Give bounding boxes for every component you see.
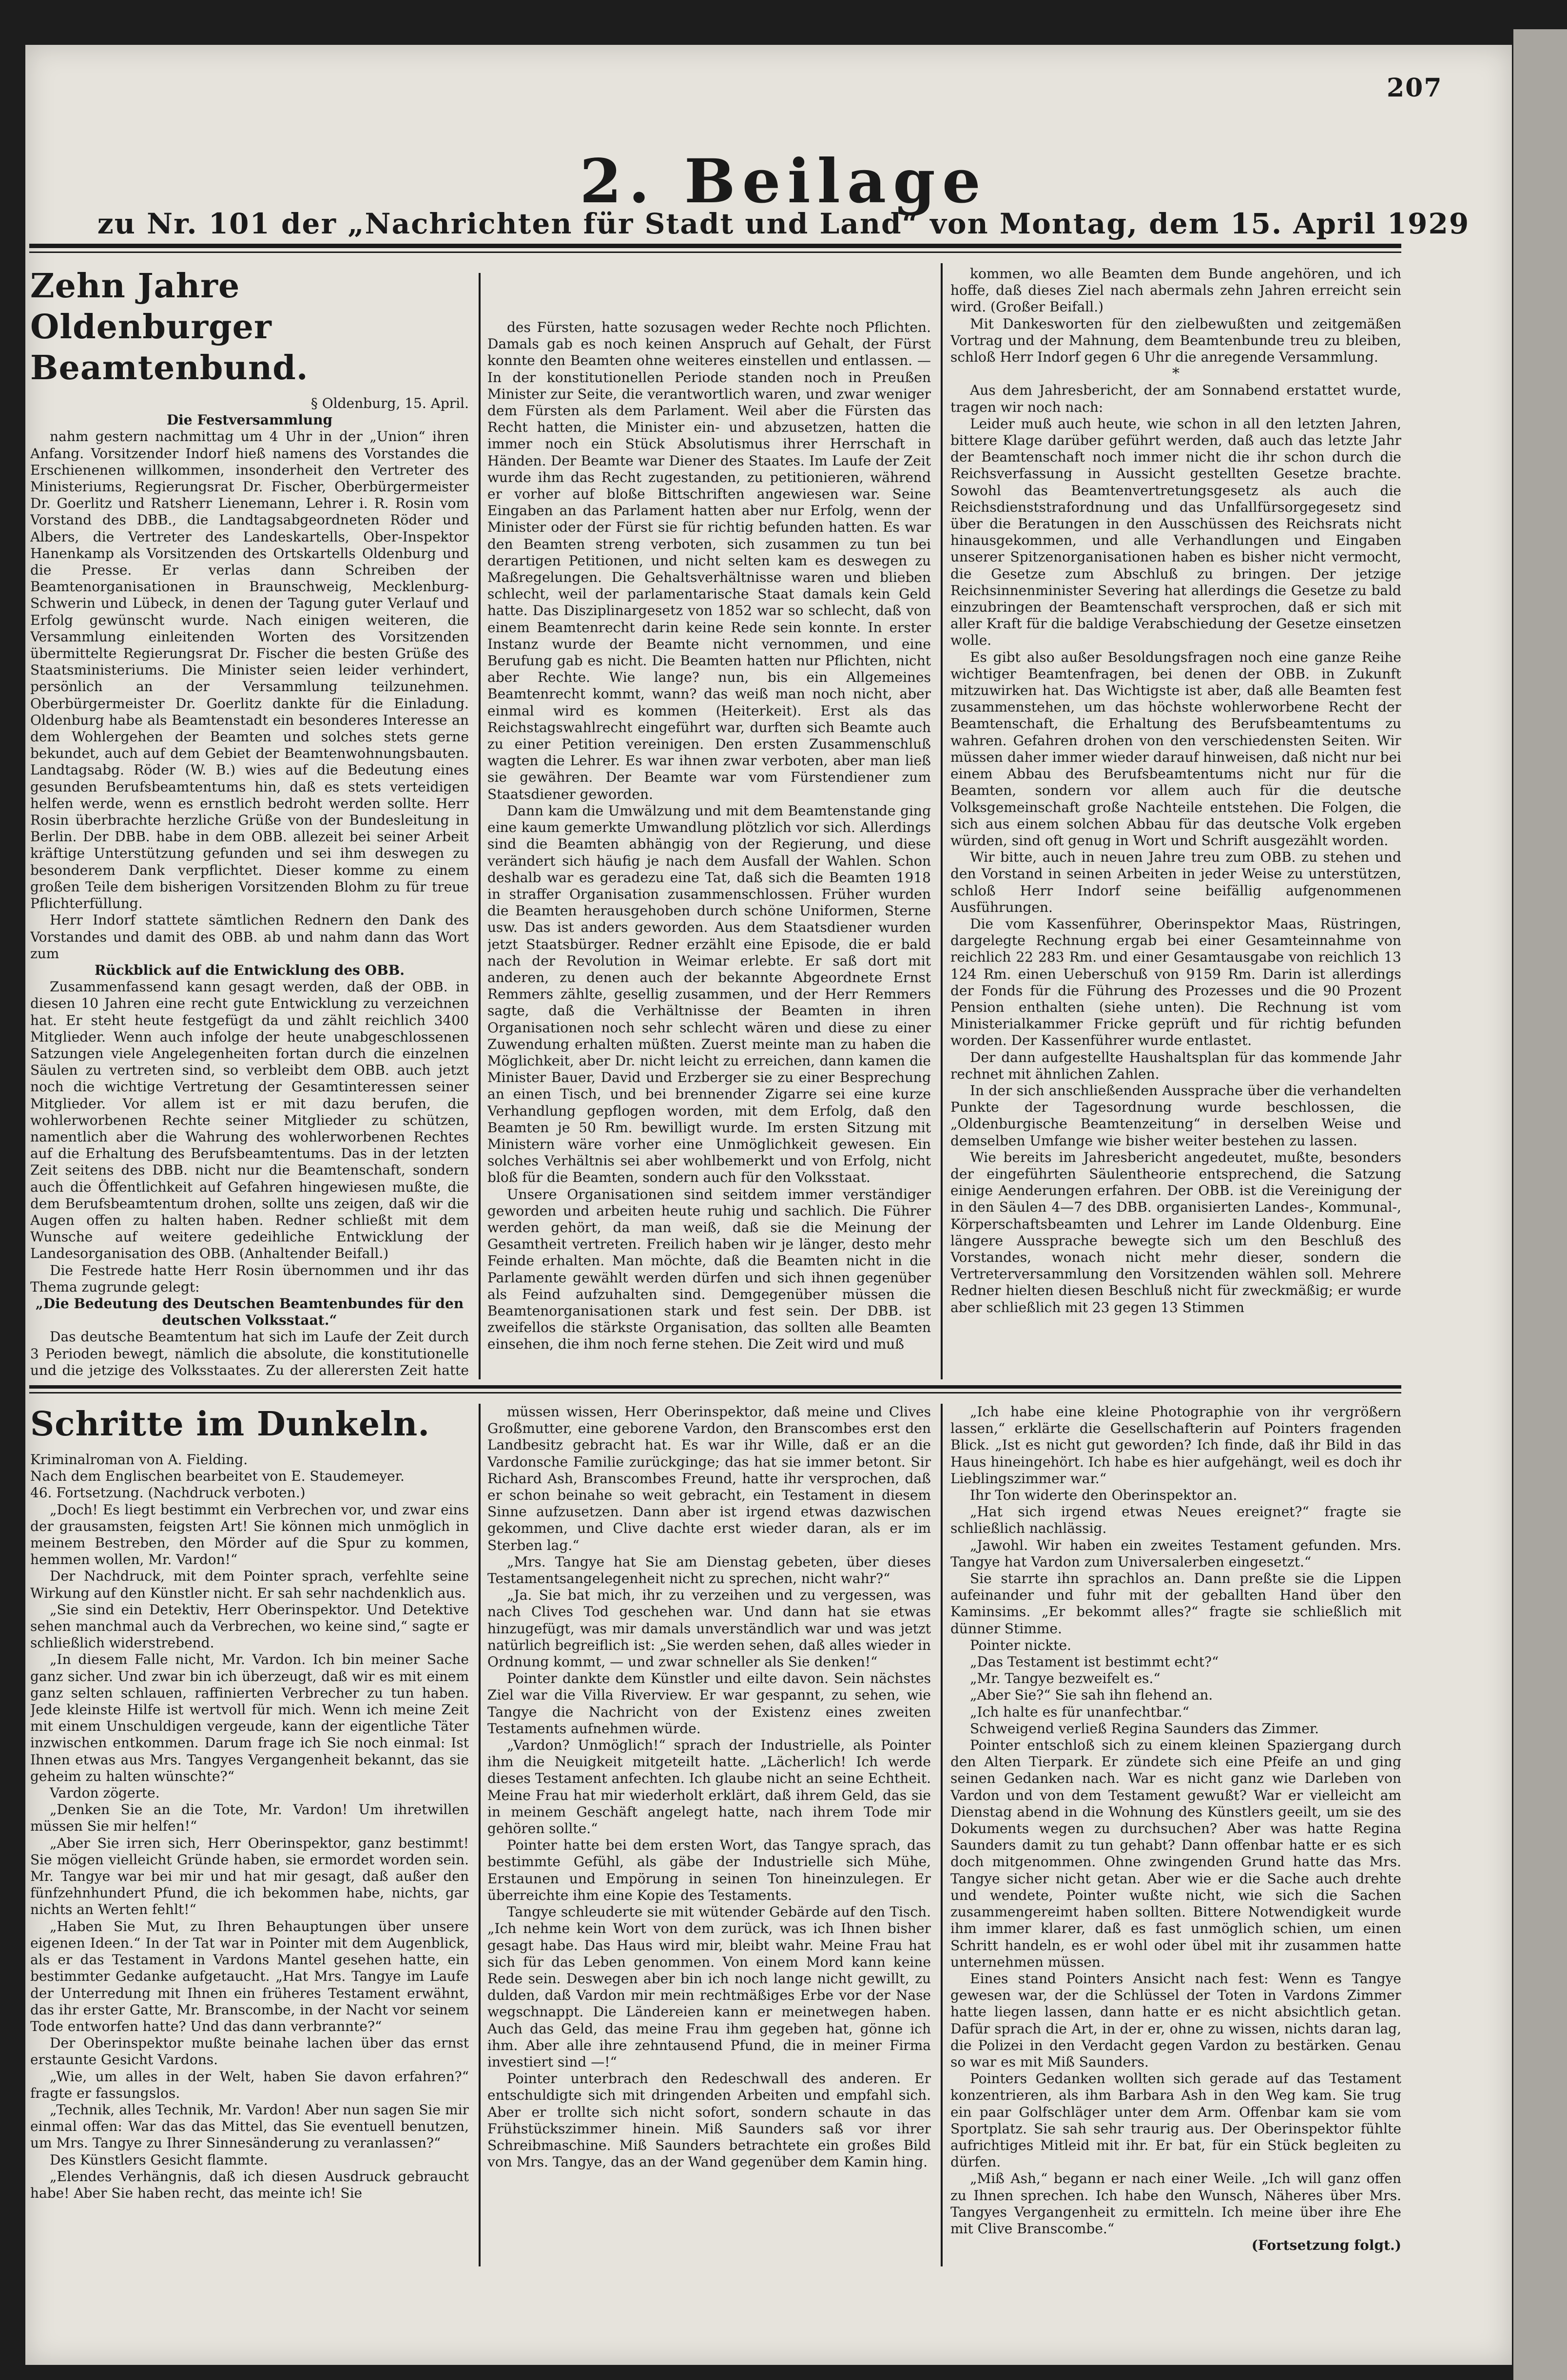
body-paragraph: Herr Indorf stattete sämtlichen Rednern den Dank des Vorstandes und damit des OBB. ab und nahm dann das Wort zum [30,912,469,962]
body-paragraph: „Ich habe eine kleine Photographie von ihr vergrößern lassen,“ erklärte die Gesellschafterin auf Pointers fragenden Blick. „Ist es nicht gut geworden? Ich finde, daß ihr Bild in das Haus hineingehört. Ich habe es hier aufgehängt, weil es doch ihr Lieblingszimmer war.“ [950,1404,1401,1487]
body-paragraph: Leider muß auch heute, wie schon in all den letzten Jahren, bittere Klage darüber geführt werden, daß auch das letzte Jahr der Beamtenschaft noch immer nicht die ihr schon durch die Reichsverfassung in Aussicht gestellten Gesetze brachte. Sowohl das Beamtenvertretungsgesetz als auch die Reichsdienststrafordnung und das Unfallfürsorgegesetz sind über die Beratungen in den Ausschüssen des Reichsrats nicht hinausgekommen, und alle Verhandlungen und Eingaben unserer Spitzenorganisationen haben es bisher nicht vermocht, die Gesetze zum Abschluß zu bringen. Der jetzige Reichsinnenminister Severing hat allerdings die Gesetze zu bald einzubringen der Beamtenschaft versprochen, daß er sich mit aller Kraft für die baldige Verabschiedung der Gesetze einsetzen wolle. [950,415,1401,649]
column-rule [941,1404,943,2266]
column-rule [941,263,943,1379]
body-paragraph: „Jawohl. Wir haben ein zweites Testament gefunden. Mrs. Tangye hat Vardon zum Universalerben eingesetzt.“ [950,1537,1401,1570]
continuation-note: (Fortsetzung folgt.) [1251,2237,1401,2254]
article2-installment: 46. Fortsetzung. (Nachdruck verboten.) [30,1485,306,1501]
body-paragraph: „Wie, um alles in der Welt, haben Sie davon erfahren?“ fragte er fassungslos. [30,2068,469,2101]
body-paragraph: Vardon zögerte. [50,1785,160,1801]
body-paragraph: Ihr Ton widerte den Oberinspektor an. [970,1487,1238,1504]
column-rule [479,273,481,1379]
body-paragraph: Das deutsche Beamtentum hat sich im Laufe der Zeit durch 3 Perioden bewegt, nämlich die absolute, die konstitutionelle und die jetzige des Volksstaates. Zu der allerersten Zeit hatte [30,1329,469,1378]
article2-column-1 [30,1404,469,2266]
body-paragraph: Tangye schleuderte sie mit wütender Gebärde auf den Tisch. „Ich nehme kein Wort von dem zurück, was ich Ihnen bisher gesagt habe. Das Haus wird mir, bleibt wahr. Meine Frau hat sich für das Leben genommen. Von einem Mord kann keine Rede sein. Deswegen aber bin ich noch lange nicht gewillt, zu dulden, daß Vardon mir mein rechtmäßiges Erbe vor der Nase wegschnappt. Die Ländereien kann er meinetwegen haben. Auch das Geld, das meine Frau ihm gegeben hat, gönne ich ihm. Aber alle ihre zehntausend Pfund, die in meiner Firma investiert sind —!“ [487,1904,931,2070]
article2-adaptation: Nach dem Englischen bearbeitet von E. Staudemeyer. [30,1468,405,1485]
body-paragraph: „Sie sind ein Detektiv, Herr Oberinspektor. Und Detektive sehen manchmal auch da Verbrechen, wo keine sind,“ sagte er schließlich widerstrebend. [30,1601,469,1651]
body-paragraph: „Doch! Es liegt bestimmt ein Verbrechen vor, und zwar eins der grausamsten, feigsten Art! Sie können mich unmöglich in meinem Bestreben, den Mörder auf die Spur zu kommen, hemmen wollen, Mr. Vardon!“ [30,1501,469,1568]
body-paragraph: „Technik, alles Technik, Mr. Vardon! Aber nun sagen Sie mir einmal offen: War das das Mittel, das Sie eventuell benutzen, um Mrs. Tangye zu Ihrer Sinnesänderung zu veranlassen?“ [30,2101,469,2151]
section-subhead: Rückblick auf die Entwicklung des OBB. [94,962,405,978]
body-paragraph: Pointers Gedanken wollten sich gerade auf das Testament konzentrieren, als ihm Barbara Ash in den Weg kam. Sie trug ein paar Golfschläger unter dem Arm. Offenbar kam sie vom Sportplatz. Sie sah sehr traurig aus. Der Oberinspektor fühlte aufrichtiges Mitleid mit ihr. Er bat, für ein Stück begleiten zu dürfen. [950,2070,1401,2170]
article1-title: Zehn Jahre Oldenburger Beamtenbund. [30,267,309,387]
body-paragraph: Der Oberinspektor mußte beinahe lachen über das ernst erstaunte Gesicht Vardons. [30,2035,469,2068]
section-rule-thin [29,1392,1401,1393]
header-rule-thin [29,252,1401,253]
body-paragraph: Pointer dankte dem Künstler und eilte davon. Sein nächstes Ziel war die Villa Riverview. Er war gespannt, zu sehen, wie Tangye die Nachricht von der Existenz eines zweiten Testaments aufnehmen würde. [487,1670,931,1737]
body-paragraph: „Vardon? Unmöglich!“ sprach der Industrielle, als Pointer ihm die Neuigkeit mitgeteilt hatte. „Lächerlich! Ich werde dieses Testament anfechten. Ich glaube nicht an seine Echtheit. Meine Frau hat mir wiederholt erklärt, daß ihrem Geld, das sie in meinem Geschäft angelegt hatte, nach ihrem Tode mir gehören sollte.“ [487,1737,931,1837]
article2-author: Kriminalroman von A. Fielding. [30,1451,248,1468]
body-paragraph: des Fürsten, hatte sozusagen weder Rechte noch Pflichten. Damals gab es noch keinen Anspruch auf Gehalt, der Fürst konnte den Beamten ohne weiteres einstellen und entlassen. — In der konstitutionellen Periode standen noch in Preußen Minister zur Seite, die verantwortlich waren, und zwar weniger dem Fürsten als dem Parlament. Weil aber die Fürsten das Recht hatten, die Minister ein- und abzusetzen, hatten die immer noch ein Stück Absolutismus ihrer Herrschaft in Händen. Der Beamte war Diener des Staates. Im Laufe der Zeit wurde ihm das Recht zugestanden, zu petitionieren, während er vorher auf bloße Bittschriften angewiesen war. Seine Eingaben an das Parlament hatten aber nur Erfolg, wenn der Minister oder der Fürst sie für richtig befunden hatten. Es war den Beamten streng verboten, sich zusammen zu tun bei derartigen Petitionen, und nicht selten kam es deswegen zu Maßregelungen. Die Gehaltsverhältnisse waren und blieben schlecht, weil der parlamentarische Staat damals kein Geld hatte. Das Disziplinargesetz von 1852 war so schlecht, daß von einem Beamtenrecht darin keine Rede sein konnte. In erster Instanz wurde der Beamte nicht vernommen, und eine Berufung gab es nicht. Die Beamten hatten nur Pflichten, nicht aber Rechte. Wie lange? nun, bis ein Allgemeines Beamtenrecht kommt, wann? das weiß man noch nicht, aber einmal wird es kommen (Heiterkeit). Erst als das Reichstagswahlrecht eingeführt war, durften sich Beamte auch zu einer Petition vereinigen. Den ersten Zusammenschluß wagten die Lehrer. Es war ihnen zwar verboten, aber man ließ sie gewähren. Der Beamte war vom Fürstendiener zum Staatsdiener geworden. [487,319,931,802]
section-rule [29,1385,1401,1389]
body-paragraph: „Miß Ash,“ begann er nach einer Weile. „Ich will ganz offen zu Ihnen sprechen. Ich habe den Wunsch, Näheres über Mrs. Tangyes Vergangenheit zu ermitteln. Ich meine über ihre Ehe mit Clive Branscombe.“ [950,2170,1401,2237]
body-paragraph: „Das Testament ist bestimmt echt?“ [970,1654,1219,1670]
body-paragraph: kommen, wo alle Beamten dem Bunde angehören, und ich hoffe, daß dieses Ziel nach abermals zehn Jahren erreicht sein wird. (Großer Beifall.) [950,266,1401,315]
body-paragraph: „Denken Sie an die Tote, Mr. Vardon! Um ihretwillen müssen Sie mir helfen!“ [30,1801,469,1835]
body-paragraph: Wie bereits im Jahresbericht angedeutet, mußte, besonders der eingeführten Säulentheorie entsprechend, die Satzung einige Aenderungen erfahren. Der OBB. ist die Vereinigung der in den Säulen 4—7 des DBB. organisierten Landes-, Kommunal-, Körperschaftsbeamten und Lehrer im Lande Oldenburg. Eine längere Aussprache bewegte sich um den Beschluß des Vorstandes, wonach nicht mehr dieser, sondern die Vertreterversammlung den Vorsitzenden wählen soll. Mehrere Redner hielten diesen Beschluß nicht für zweckmäßig; er wurde aber schließlich mit 23 gegen 13 Stimmen [950,1149,1401,1316]
supplement-subtitle: zu Nr. 101 der „Nachrichten für Stadt und Land“ von Montag, dem 15. April 1929 [97,207,1470,240]
body-paragraph: „In diesem Falle nicht, Mr. Vardon. Ich bin meiner Sache ganz sicher. Und zwar bin ich überzeugt, daß wir es mit einem ganz selten schlauen, raffinierten Verbrecher zu tun haben. Jede kleinste Hilfe ist wertvoll für mich. Wenn ich meine Zeit mit einem Unschuldigen vergeude, kann der eigentliche Täter inzwischen entkommen. Darum frage ich Sie noch einmal: Ist Ihnen etwas aus Mrs. Tangyes Vergangenheit bekannt, das sie geheim zu halten wünschte?“ [30,1651,469,1784]
body-paragraph: „Elendes Verhängnis, daß ich diesen Ausdruck gebraucht habe! Aber Sie haben recht, das meinte ich! Sie [30,2168,469,2201]
body-paragraph: „Ja. Sie bat mich, ihr zu verzeihen und zu vergessen, was nach Clives Tod geschehen war. Und dann hat sie etwas hinzugefügt, was mir damals unverständlich war und was jetzt natürlich begreiflich ist: „Sie werden sehen, daß alles wieder in Ordnung kommt, — und zwar schneller als Sie denken!“ [487,1587,931,1670]
header-rule [29,244,1401,248]
article1-dateline: § Oldenburg, 15. April. [310,395,469,411]
article2-column-3 [950,1404,1401,2266]
section-subhead: „Die Bedeutung des Deutschen Beamtenbundes für den deutschen Volksstaat.“ [35,1295,464,1329]
body-paragraph: „Aber Sie?“ Sie sah ihn flehend an. [970,1687,1213,1703]
body-paragraph: Aus dem Jahresbericht, der am Sonnabend erstattet wurde, tragen wir noch nach: [950,382,1401,415]
body-paragraph: Zusammenfassend kann gesagt werden, daß der OBB. in diesen 10 Jahren eine recht gute Entwicklung zu verzeichnen hat. Er steht heute festgefügt da und zählt reichlich 3400 Mitglieder. Wenn auch infolge der heute unabgeschlossenen Satzungen viele Angelegenheiten fortan durch die einzelnen Säulen zu vertreten sind, so verbleibt dem OBB. auch jetzt noch die wichtige Vertretung der Gesamtinteressen seiner Mitglieder. Vor allem ist er mit dazu berufen, die wohlerworbenen Rechte seiner Mitglieder zu schützen, namentlich aber die Wahrung des wohlerworbenen Rechtes auf die Erhaltung des Berufsbeamtentums. Das in der letzten Zeit seitens des DBB. nicht nur die Beamtenschaft, sondern auch die Öffentlichkeit auf Gefahren hingewiesen mußte, die dem Berufsbeamtentum drohen, sollte uns zeigen, daß wir die Augen offen zu halten haben. Redner schließt mit dem Wunsche auf weitere gedeihliche Entwicklung der Landesorganisation des OBB. (Anhaltender Beifall.) [30,979,469,1262]
article1-column-1 [30,266,469,1379]
body-paragraph: „Ich halte es für unanfechtbar.“ [970,1703,1189,1720]
body-paragraph: Pointer nickte. [970,1637,1072,1653]
article2-title: Schritte im Dunkeln. [30,1405,430,1444]
body-paragraph: Pointer unterbrach den Redeschwall des anderen. Er entschuldigte sich mit dringenden Arbeiten und empfahl sich. Aber er trollte sich nicht sofort, sondern schaute in das Frühstückszimmer hinein. Miß Saunders saß vor ihrer Schreibmaschine. Miß Saunders betrachtete ein großes Bild von Mrs. Tangye, das an der Wand gegenüber dem Kamin hing. [487,2070,931,2170]
column-rule [479,1404,481,2266]
body-paragraph: Die Festrede hatte Herr Rosin übernommen und ihr das Thema zugrunde gelegt: [30,1262,469,1295]
body-paragraph: In der sich anschließenden Aussprache über die verhandelten Punkte der Tagesordnung wurde beschlossen, die „Oldenburgische Beamtenzeitung“ in derselben Weise und demselben Umfange wie bisher weiter bestehen zu lassen. [950,1082,1401,1149]
body-paragraph: „Mr. Tangye bezweifelt es.“ [970,1670,1161,1687]
body-paragraph: Pointer entschloß sich zu einem kleinen Spaziergang durch den Alten Tierpark. Er zündete sich eine Pfeife an und ging seinen Gedanken nach. War es nicht ganz wie Darleben von Vardon und von dem Testament gewußt? War er vielleicht am Dienstag abend in die Wohnung des Künstlers geeilt, um sie des Dokuments wegen zu durchsuchen? Aber was hatte Regina Saunders damit zu tun gehabt? Dann offenbar hatte er es sich doch mitgenommen. Ohne zwingenden Grund hatte das Mrs. Tangye sicher nicht getan. Aber wie er die Sache auch drehte und wendete, Pointer wußte nicht, wie sich die Sachen zusammengereimt haben sollten. Bittere Notwendigkeit wurde ihm immer klarer, daß es fast unmöglich schien, um einen Schritt handeln, es er wohl oder übel mit ihr zusammen hatte unternehmen müssen. [950,1737,1401,1970]
body-paragraph: Unsere Organisationen sind seitdem immer verständiger geworden und arbeiten heute ruhig und sachlich. Die Führer werden gehört, da man weiß, daß sie die Meinung der Gesamtheit vertreten. Freilich haben wir je länger, desto mehr Feinde erhalten. Man möchte, daß die Beamten nicht in die Parlamente gewählt werden dürfen und sich ihnen gegenüber als Feind aufzuhalten sind. Demgegenüber müssen die Beamtenorganisationen stark und fest sein. Der DBB. ist zweifellos die stärkste Organisation, das sollten alle Beamten einsehen, die ihm noch ferne stehen. Die Zeit wird und muß [487,1186,931,1353]
section-subhead: Die Festversammlung [166,412,333,428]
body-paragraph: Wir bitte, auch in neuen Jahre treu zum OBB. zu stehen und den Vorstand in seinen Arbeiten in jeder Weise zu unterstützen, schloß Herr Indorf seine beifällig aufgenommenen Ausführungen. [950,849,1401,915]
body-paragraph: „Aber Sie irren sich, Herr Oberinspektor, ganz bestimmt! Sie mögen vielleicht Gründe haben, sie ermordet worden sein. Mr. Tangye war bei mir und hat mir gesagt, daß außer den fünfzehnhundert Pfund, die ich bekommen habe, nichts, gar nichts an Werten fehlt!“ [30,1835,469,1918]
body-paragraph: Es gibt also außer Besoldungsfragen noch eine ganze Reihe wichtiger Beamtenfragen, bei denen der OBB. in Zukunft mitzuwirken hat. Das Wichtigste ist aber, daß alle Beamten fest zusammenstehen, um das höchste wohlerworbene Recht der Beamtenschaft, die Erhaltung des Berufsbeamtentums zu wahren. Gefahren drohen von den verschiedensten Seiten. Wir müssen daher immer wieder darauf hinweisen, daß nicht nur bei einem Abbau des Berufsbeamtentums nicht nur für die Beamten, sondern vor allem auch für die deutsche Volksgemeinschaft große Nachteile entstehen. Die Folgen, die sich aus einem solchen Abbau für das deutsche Volk ergeben würden, sind oft genug in Wort und Schrift ausgezählt worden. [950,649,1401,849]
body-paragraph: Sie starrte ihn sprachlos an. Dann preßte sie die Lippen aufeinander und fuhr mit der geballten Hand über den Kaminsims. „Er bekommt alles?“ fragte sie schließlich mit dünner Stimme. [950,1570,1401,1637]
body-paragraph: Schweigend verließ Regina Saunders das Zimmer. [970,1720,1319,1737]
body-paragraph: „Haben Sie Mut, zu Ihren Behauptungen über unsere eigenen Ideen.“ In der Tat war in Pointer mit dem Augenblick, als er das Testament in Vardons Mantel gesehen hatte, ein bestimmter Gedanke aufgetaucht. „Hat Mrs. Tangye im Laufe der Unterredung mit Ihnen ein früheres Testament erwähnt, das ihr erster Gatte, Mr. Branscombe, in der Nacht vor seinem Tode entworfen hatte? Und das dann verbrannte?“ [30,1918,469,2034]
body-paragraph: Dann kam die Umwälzung und mit dem Beamtenstande ging eine kaum gemerkte Umwandlung plötzlich vor sich. Allerdings sind die Beamten abhängig von der Regierung, und diese verändert sich häufig je nach dem Ausfall der Wahlen. Schon deshalb war es geradezu eine Tat, daß sich die Beamten 1918 in straffer Organisation zusammenschlossen. Früher wurden die Beamten herausgehoben durch schöne Uniformen, Sterne usw. Das ist anders geworden. Aus dem Staatsdiener wurden jetzt Staatsbürger. Redner erzählt eine Episode, die er bald nach der Revolution in Weimar erlebte. Er saß dort mit anderen, zu denen auch der bekannte Abgeordnete Ernst Remmers zählte, gesellig zusammen, und der Herr Remmers sagte, daß die Verhältnisse der Beamten in ihren Organisationen noch sehr schlecht wären und diese zu einer Zuwendung erhalten müßten. Zuerst meinte man zu haben die Möglichkeit, aber Dr. nicht leicht zu erreichen, dann kamen die Minister Bauer, David und Erzberger sie zu einer Besprechung an einen Tisch, und bei brennender Zigarre sei eine kurze Verhandlung gepflogen worden, mit dem Erfolg, daß den Beamten je 50 Rm. bewilligt wurde. Im ersten Sitzung mit Ministern wäre vorher eine Unmöglichkeit gewesen. Ein solches Verhältnis sei aber wohlbemerkt und von Erfolg, nicht bloß für die Beamten, sondern auch für den Volksstaat. [487,802,931,1186]
article1-column-2 [487,319,931,1379]
body-paragraph: Die vom Kassenführer, Oberinspektor Maas, Rüstringen, dargelegte Rechnung ergab bei einer Gesamteinnahme von reichlich 22 283 Rm. und einer Gesamtausgabe von reichlich 13 124 Rm. einen Ueberschuß von 9159 Rm. Darin ist allerdings der Fonds für die Führung des Prozesses und die 90 Prozent Pension enthalten (siehe unten). Die Rechnung ist vom Ministerialkammer Fricke geprüft und für richtig befunden worden. Der Kassenführer wurde entlastet. [950,915,1401,1049]
supplement-title: 2. Beilage [580,146,987,217]
body-paragraph: Der Nachdruck, mit dem Pointer sprach, verfehlte seine Wirkung auf den Künstler nicht. Er sah sehr nachdenklich aus. [30,1568,469,1601]
body-paragraph: „Hat sich irgend etwas Neues ereignet?“ fragte sie schließlich nachlässig. [950,1504,1401,1537]
section-divider-star: * [1172,365,1180,383]
page-edge [1513,29,1567,2380]
body-paragraph: „Mrs. Tangye hat Sie am Dienstag gebeten, über dieses Testamentsangelegenheit nicht zu sprechen, nicht wahr?“ [487,1553,931,1587]
body-paragraph: Pointer hatte bei dem ersten Wort, das Tangye sprach, das bestimmte Gefühl, als gäbe der Industrielle sich Mühe, Erstaunen und Empörung in seinen Ton hineinzulegen. Er überreichte ihm eine Kopie des Testaments. [487,1837,931,1903]
article1-column-3 [950,266,1401,1379]
body-paragraph: müssen wissen, Herr Oberinspektor, daß meine und Clives Großmutter, eine geborene Vardon, den Branscombes erst den Landbesitz gebracht hat. Es war ihr Wille, daß er an die Vardonsche Familie zurückginge; das hat sie immer betont. Sir Richard Ash, Branscombes Freund, hatte ihr versprochen, daß er schon beinahe so weit gebracht, ein Testament in diesem Sinne aufzusetzen. Dann aber ist irgend etwas dazwischen gekommen, und Clive dachte erst wieder daran, als er im Sterben lag.“ [487,1404,931,1553]
page-number: 207 [1387,73,1443,103]
body-paragraph: Der dann aufgestellte Haushaltsplan für das kommende Jahr rechnet mit ähnlichen Zahlen. [950,1049,1401,1082]
body-paragraph: nahm gestern nachmittag um 4 Uhr in der „Union“ ihren Anfang. Vorsitzender Indorf hieß namens des Vorstandes die Erschienenen willkommen, insonderheit den Vertreter des Ministeriums, Regierungsrat Dr. Fischer, Oberbürgermeister Dr. Goerlitz und Ratsherr Lienemann, Lehrer i. R. Rosin vom Vorstand des DBB., die Landtagsabgeordneten Röder und Albers, die Vertreter des Landeskartells, Ober-Inspektor Hanenkamp als Vorsitzenden des Ortskartells Oldenburg und die Presse. Er verlas dann Schreiben der Beamtenorganisationen in Braunschweig, Mecklenburg-Schwerin und Lübeck, in denen der Tagung guter Verlauf und Erfolg gewünscht wurde. Nach einigen weiteren, die Versammlung einleitenden Worten des Vorsitzenden übermittelte Regierungsrat Dr. Fischer die besten Grüße des Staatsministeriums. Die Minister seien leider verhindert, persönlich an der Versammlung teilzunehmen. Oberbürgermeister Dr. Goerlitz dankte für die Einladung. Oldenburg habe als Beamtenstadt ein besonderes Interesse an dem Wohlergehen der Beamten und solches stets gerne bekundet, auch auf dem Gebiet der Beamtenwohnungsbauten. Landtagsabg. Röder (W. B.) wies auf die Bedeutung eines gesunden Berufsbeamtentums hin, daß es stets verteidigen helfen werde, wenn es ernstlich bedroht werden sollte. Herr Rosin überbrachte herzliche Grüße von der Bundesleitung in Berlin. Der DBB. habe in dem OBB. allezeit bei seiner Arbeit kräftige Unterstützung gefunden und sei ihm deswegen zu besonderem Dank verpflichtet. Dieser komme zu einem großen Teile dem bisherigen Vorsitzenden Blohm zu für treue Pflichterfüllung. [30,428,469,912]
body-paragraph: Des Künstlers Gesicht flammte. [50,2151,268,2168]
body-paragraph: Mit Dankesworten für den zielbewußten und zeitgemäßen Vortrag und der Mahnung, dem Beamtenbunde treu zu bleiben, schloß Herr Indorf gegen 6 Uhr die anregende Versammlung. [950,315,1401,366]
article2-column-2 [487,1404,931,2266]
body-paragraph: Eines stand Pointers Ansicht nach fest: Wenn es Tangye gewesen war, der die Schlüssel der Toten in Vardons Zimmer hatte liegen lassen, dann hatte er es nicht absichtlich getan. Dafür sprach die Art, in der er, ohne zu wissen, nichts daran lag, die Polizei in den Verdacht gegen Vardon zu bestärken. Genau so war es mit Miß Saunders. [950,1970,1401,2070]
